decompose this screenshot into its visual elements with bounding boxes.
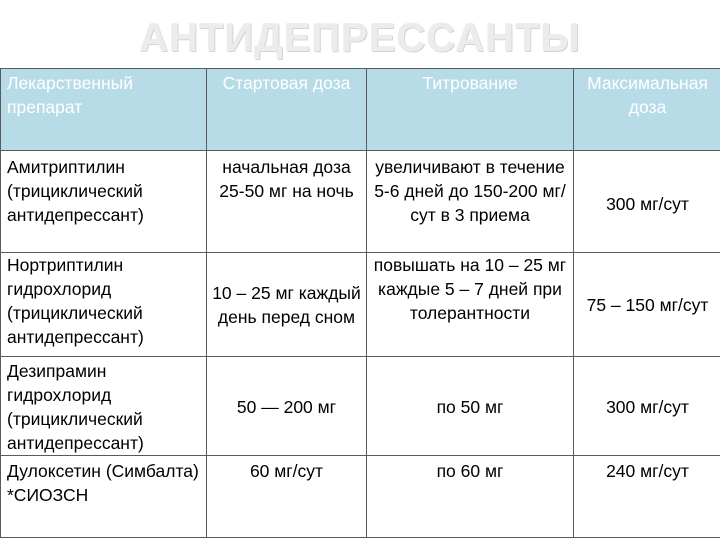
header-titration: Титрование — [367, 69, 574, 151]
header-drug: Лекарственный препарат — [1, 69, 207, 151]
drug-name-cell: Дулоксетин (Симбалта) *СИОЗСН — [1, 456, 207, 538]
table-row — [1, 357, 720, 456]
table-row — [1, 456, 720, 538]
antidepressants-table — [0, 68, 720, 538]
start-dose-cell: 60 мг/сут — [207, 456, 367, 538]
page-title: АНТИДЕПРЕССАНТЫ — [139, 16, 581, 60]
max-dose-cell: 300 мг/сут — [574, 151, 720, 253]
header-max-dose: Максимальная доза — [574, 69, 720, 151]
max-dose-cell: 75 – 150 мг/сут — [574, 253, 720, 357]
titration-cell: по 60 мг — [367, 456, 574, 538]
start-dose-cell: 10 – 25 мг каждый день перед сном — [207, 253, 367, 357]
table-header-row — [1, 69, 720, 151]
start-dose-cell: начальная доза 25-50 мг на ночь — [207, 151, 367, 253]
header-start-dose: Стартовая доза — [207, 69, 367, 151]
drug-name-cell: Амитриптилин (трициклический антидепрессант) — [1, 151, 207, 253]
titration-cell: по 50 мг — [367, 357, 574, 456]
drug-name-cell: Дезипрамин гидрохлорид (трициклический антидепрессант) — [1, 357, 207, 456]
table-row — [1, 253, 720, 357]
table-row — [1, 151, 720, 253]
titration-cell: повышать на 10 – 25 мг каждые 5 – 7 дней при толерантности — [367, 253, 574, 357]
max-dose-cell: 240 мг/сут — [574, 456, 720, 538]
max-dose-cell: 300 мг/сут — [574, 357, 720, 456]
drug-name-cell: Нортриптилин гидрохлорид (трициклический антидепрессант) — [1, 253, 207, 357]
titration-cell: увеличивают в течение 5-6 дней до 150-200 мг/сут в 3 приема — [367, 151, 574, 253]
start-dose-cell: 50 — 200 мг — [207, 357, 367, 456]
